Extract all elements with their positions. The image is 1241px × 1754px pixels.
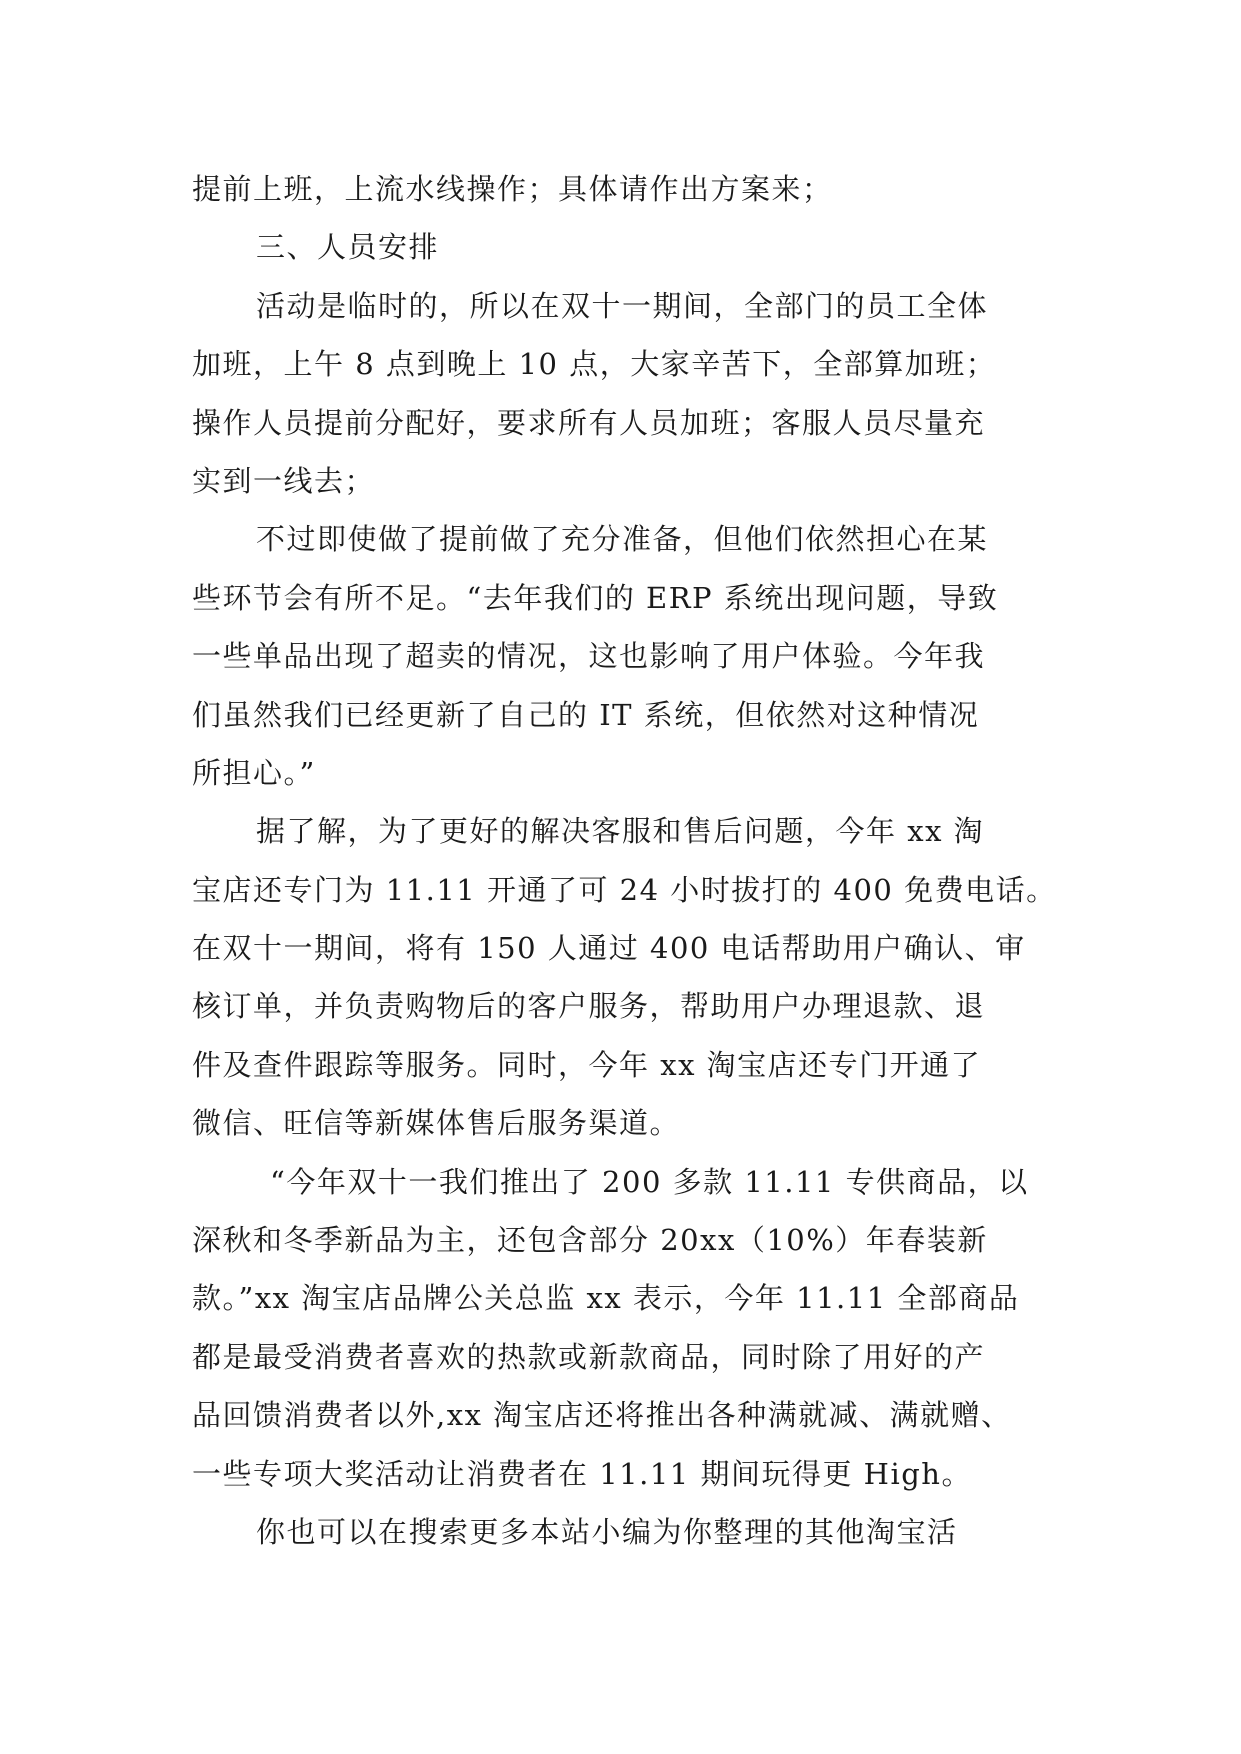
text-line: 们虽然我们已经更新了自己的 IT 系统，但依然对这种情况 <box>192 697 980 732</box>
text-line: 微信、旺信等新媒体售后服务渠道。 <box>192 1106 681 1141</box>
text-line: 一些专项大奖活动让消费者在 11.11 期间玩得更 High。 <box>192 1456 972 1491</box>
text-line: 深秋和冬季新品为主，还包含部分 20xx（10%）年春装新 <box>192 1223 988 1258</box>
text-line: 实到一线去； <box>192 463 376 498</box>
text-line: 你也可以在搜索更多本站小编为你整理的其他淘宝活 <box>256 1514 958 1549</box>
text-line: 品回馈消费者以外,xx 淘宝店还将推出各种满就减、满就赠、 <box>192 1398 1012 1433</box>
text-line: 据了解，为了更好的解决客服和售后问题，今年 xx 淘 <box>256 814 985 849</box>
text-line: “今年双十一我们推出了 200 多款 11.11 专供商品，以 <box>270 1164 1029 1199</box>
document-body <box>192 160 1057 1561</box>
text-line: 一些单品出现了超卖的情况，这也影响了用户体验。今年我 <box>192 639 986 674</box>
text-line: 活动是临时的，所以在双十一期间，全部门的员工全体 <box>256 288 989 323</box>
text-line: 不过即使做了提前做了充分准备，但他们依然担心在某 <box>256 522 989 557</box>
text-line: 宝店还专门为 11.11 开通了可 24 小时拔打的 400 免费电话。 <box>192 872 1057 907</box>
text-line: 核订单，并负责购物后的客户服务，帮助用户办理退款、退 <box>192 989 986 1024</box>
text-line: 操作人员提前分配好，要求所有人员加班；客服人员尽量充 <box>192 405 986 440</box>
text-line: 在双十一期间，将有 150 人通过 400 电话帮助用户确认、审 <box>192 931 1026 966</box>
text-line: 款。”xx 淘宝店品牌公关总监 xx 表示，今年 11.11 全部商品 <box>192 1281 1020 1316</box>
text-line: 所担心。” <box>192 755 316 790</box>
text-line: 加班，上午 8 点到晚上 10 点，大家辛苦下，全部算加班； <box>192 347 997 382</box>
section-heading: 三、人员安排 <box>256 230 440 265</box>
text-line: 都是最受消费者喜欢的热款或新款商品，同时除了用好的产 <box>192 1339 986 1374</box>
text-line: 提前上班，上流水线操作；具体请作出方案来； <box>192 172 833 206</box>
text-line: 件及查件跟踪等服务。同时，今年 xx 淘宝店还专门开通了 <box>192 1047 982 1082</box>
text-line: 些环节会有所不足。“去年我们的 ERP 系统出现问题，导致 <box>192 580 999 615</box>
